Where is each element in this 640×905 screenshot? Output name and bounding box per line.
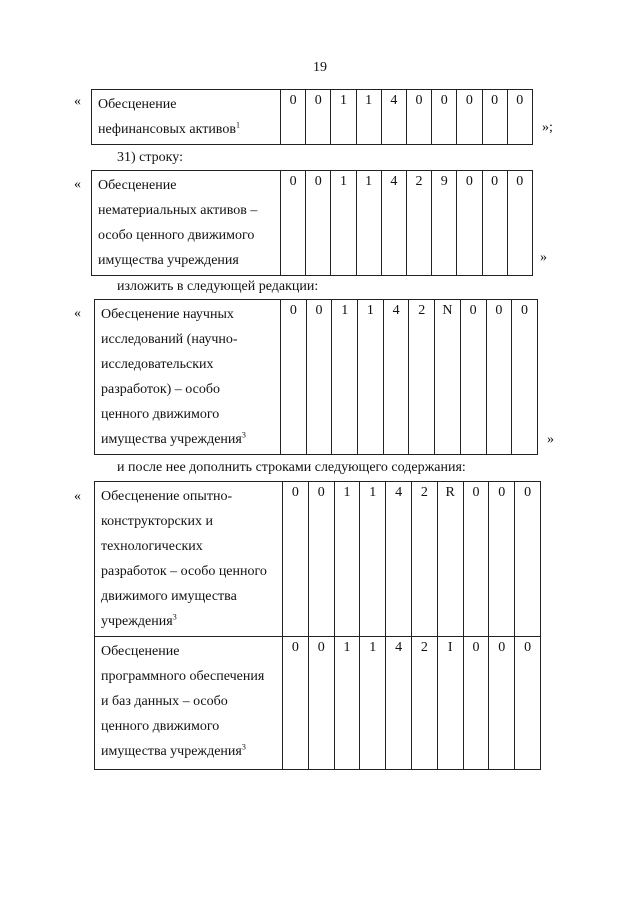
code-digit-cell: 2: [411, 637, 437, 770]
code-digit-cell: 0: [489, 482, 515, 637]
row-name-cell: [92, 90, 281, 145]
row-name-line: Обесценение: [98, 178, 177, 193]
code-digit-cell: 1: [360, 482, 386, 637]
row-name-cell: [95, 637, 283, 770]
code-digit-cell: 4: [381, 90, 406, 145]
code-digit-cell: 0: [482, 90, 507, 145]
code-digit-cell: 0: [432, 90, 457, 145]
table-row: [95, 482, 541, 637]
row-name-line: нематериальных активов –: [98, 203, 258, 218]
code-digit-cell: 1: [332, 300, 358, 455]
code-digit-cell: N: [435, 300, 461, 455]
opening-quote: «: [74, 94, 81, 109]
code-digit-cell: 0: [463, 637, 489, 770]
row-name-line: Обесценение научных: [101, 307, 234, 322]
code-table-2: [91, 170, 533, 276]
row-name-line: ценного движимого: [101, 719, 220, 734]
code-digit-cell: 0: [281, 90, 306, 145]
code-table-3: [94, 299, 538, 455]
row-name-line: исследовательских: [101, 357, 214, 372]
row-name-line: разработок) – особо: [101, 382, 220, 397]
code-digit-cell: 0: [281, 300, 307, 455]
code-digit-cell: 2: [411, 482, 437, 637]
row-name-line: Обесценение: [101, 644, 180, 659]
code-digit-cell: 1: [356, 90, 381, 145]
row-name-line: учреждения: [101, 614, 173, 629]
code-digit-cell: 0: [512, 300, 538, 455]
paragraph-item-31: 31) строку:: [117, 150, 183, 165]
row-name-line: нефинансовых активов: [98, 122, 236, 137]
code-digit-cell: 1: [334, 637, 360, 770]
code-table-4: [94, 481, 541, 770]
row-name-line: исследований (научно-: [101, 332, 238, 347]
code-digit-cell: 0: [306, 90, 331, 145]
row-name-line: и баз данных – особо: [101, 694, 228, 709]
row-name-line: особо ценного движимого: [98, 228, 255, 243]
code-digit-cell: 0: [515, 482, 541, 637]
row-name-line: имущества учреждения: [98, 253, 239, 268]
row-name-cell: [95, 482, 283, 637]
row-name-line: конструкторских и: [101, 514, 213, 529]
footnote-marker: 1: [235, 120, 240, 130]
code-digit-cell: 0: [463, 482, 489, 637]
footnote-marker: 3: [172, 612, 177, 622]
row-name-line: имущества учреждения: [101, 744, 242, 759]
opening-quote: «: [74, 177, 81, 192]
opening-quote: «: [74, 489, 81, 504]
code-digit-cell: 0: [308, 482, 334, 637]
code-digit-cell: 4: [386, 637, 412, 770]
code-digit-cell: 1: [331, 90, 356, 145]
code-digit-cell: 0: [482, 171, 507, 276]
code-digit-cell: 4: [381, 171, 406, 276]
closing-quote: »: [540, 250, 547, 265]
code-digit-cell: 0: [515, 637, 541, 770]
code-digit-cell: 2: [406, 171, 431, 276]
code-digit-cell: 0: [306, 300, 332, 455]
code-digit-cell: 0: [283, 482, 309, 637]
table-row: [95, 300, 538, 455]
code-digit-cell: 4: [383, 300, 409, 455]
row-name-line: движимого имущества: [101, 589, 237, 604]
opening-quote: «: [74, 306, 81, 321]
code-digit-cell: 0: [306, 171, 331, 276]
code-digit-cell: 0: [460, 300, 486, 455]
closing-quote-semicolon: »;: [542, 120, 553, 135]
closing-quote: »: [547, 432, 554, 447]
page-number: 19: [313, 60, 327, 75]
code-digit-cell: 0: [308, 637, 334, 770]
code-digit-cell: 1: [334, 482, 360, 637]
code-digit-cell: R: [437, 482, 463, 637]
code-table-1: [91, 89, 533, 145]
table-row: [95, 637, 541, 770]
code-digit-cell: 0: [281, 171, 306, 276]
row-name-line: разработок – особо ценного: [101, 564, 267, 579]
footnote-marker: 3: [241, 430, 246, 440]
code-digit-cell: 9: [432, 171, 457, 276]
paragraph-edit: изложить в следующей редакции:: [117, 279, 319, 294]
row-name-line: ценного движимого: [101, 407, 220, 422]
code-digit-cell: 4: [386, 482, 412, 637]
row-name-line: имущества учреждения: [101, 432, 242, 447]
table-row: [92, 90, 533, 145]
code-digit-cell: 0: [507, 171, 532, 276]
code-digit-cell: 0: [406, 90, 431, 145]
row-name-cell: [95, 300, 281, 455]
row-name-cell: [92, 171, 281, 276]
code-digit-cell: 1: [358, 300, 384, 455]
code-digit-cell: 1: [356, 171, 381, 276]
code-digit-cell: 0: [486, 300, 512, 455]
code-digit-cell: 0: [283, 637, 309, 770]
paragraph-add: и после нее дополнить строками следующего содержания:: [117, 460, 466, 475]
code-digit-cell: 0: [457, 90, 482, 145]
table-row: [92, 171, 533, 276]
row-name-line: технологических: [101, 539, 203, 554]
row-name-line: Обесценение: [98, 97, 177, 112]
code-digit-cell: I: [437, 637, 463, 770]
code-digit-cell: 0: [489, 637, 515, 770]
code-digit-cell: 1: [331, 171, 356, 276]
code-digit-cell: 1: [360, 637, 386, 770]
code-digit-cell: 0: [507, 90, 532, 145]
code-digit-cell: 2: [409, 300, 435, 455]
code-digit-cell: 0: [457, 171, 482, 276]
footnote-marker: 3: [241, 742, 246, 752]
row-name-line: программного обеспечения: [101, 669, 265, 684]
row-name-line: Обесценение опытно-: [101, 489, 233, 504]
